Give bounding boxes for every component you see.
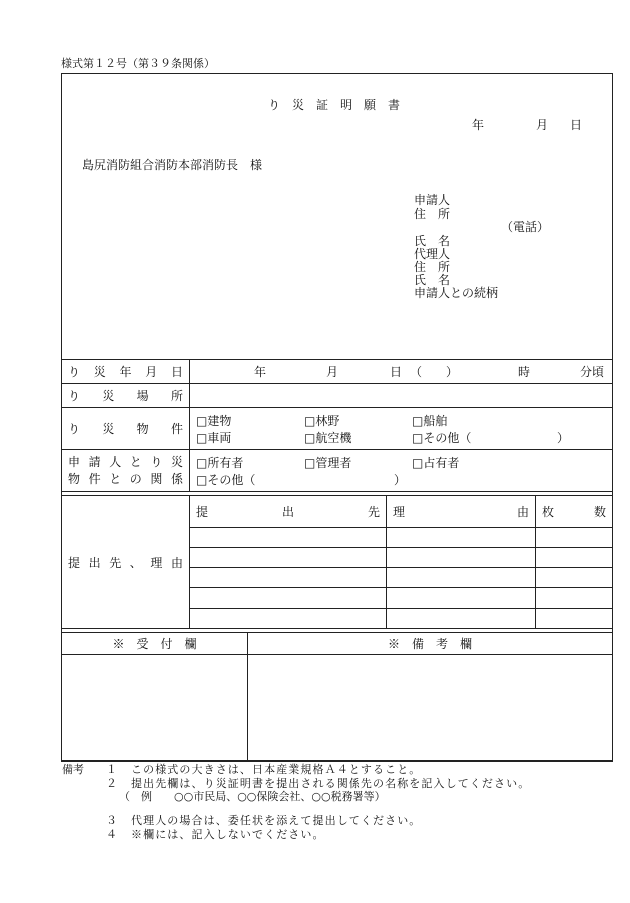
opt-forest[interactable]: □林野 [304, 413, 340, 428]
row-relation [62, 450, 613, 492]
count-header: 枚 数 [536, 496, 613, 528]
agent-address-label: 住 所 [414, 260, 451, 274]
opt-manager[interactable]: □管理者 [304, 455, 352, 470]
disaster-property-options [190, 408, 613, 450]
dest-cell[interactable] [190, 588, 387, 609]
note-num-2: ２ [106, 777, 117, 790]
note-num-3: ３ [106, 814, 117, 827]
relation-label [62, 450, 190, 492]
opt-other[interactable]: □その他（ [412, 430, 472, 445]
notes-label: 備考 [62, 763, 84, 776]
opt-ship[interactable]: □船舶 [412, 413, 448, 428]
count-cell[interactable] [536, 548, 613, 568]
applicant-name-label: 氏 名 [414, 234, 451, 248]
row-disaster-date [62, 360, 613, 384]
opt-aircraft[interactable]: □航空機 [304, 430, 352, 445]
dest-cell[interactable] [190, 548, 387, 568]
dd-year: 年 [254, 364, 267, 379]
agent-name-label: 氏 名 [414, 273, 451, 287]
disaster-info-table [61, 359, 613, 492]
note-text-2: 提出先欄は、り災証明書を提出される関係先の名称を記入してください。 [131, 777, 531, 790]
reason-header: 理 由 [387, 496, 536, 528]
note-text-1: この様式の大きさは、日本産業規格Ａ４とすること。 [131, 763, 422, 776]
row-disaster-property [62, 408, 613, 450]
form-number: 様式第１２号（第３９条関係） [61, 57, 215, 70]
row-disaster-place [62, 384, 613, 408]
remarks-header: ※ 備 考 欄 [248, 633, 613, 655]
date-year-label: 年 [472, 118, 485, 132]
remarks-box [248, 655, 613, 762]
submission-header-row [62, 496, 613, 528]
note-text-example: （ 例 ○○市民局、○○保険会社、○○税務署等） [119, 790, 386, 803]
relation-options [190, 450, 613, 492]
count-cell[interactable] [536, 588, 613, 609]
opt-vehicle[interactable]: □車両 [196, 430, 232, 445]
dd-day: 日 [390, 364, 403, 379]
office-use-header [62, 633, 613, 655]
office-use-table [61, 632, 613, 762]
submission-label: 提出先、理由 [62, 496, 190, 629]
dest-cell[interactable] [190, 528, 387, 548]
count-cell[interactable] [536, 528, 613, 548]
agent-header: 代理人 [414, 247, 451, 261]
dest-header: 提 出 先 [190, 496, 387, 528]
dest-cell[interactable] [190, 609, 387, 629]
note-text-3: 代理人の場合は、委任状を添えて提出してください。 [131, 814, 422, 827]
note-num-4: ４ [106, 828, 117, 841]
dest-cell[interactable] [190, 568, 387, 588]
dd-month: 月 [326, 364, 339, 379]
dd-weekday: （ ） [410, 364, 459, 379]
opt-relation-other[interactable]: □その他（ [196, 472, 256, 487]
reason-cell[interactable] [387, 609, 536, 629]
relation-label-line1: 申請人とり災 [68, 454, 183, 469]
reason-cell[interactable] [387, 568, 536, 588]
dd-hour: 時 [518, 364, 531, 379]
note-num-1: １ [106, 763, 117, 776]
opt-occupant[interactable]: □占有者 [412, 455, 460, 470]
reception-header: ※ 受 付 欄 [62, 633, 248, 655]
reason-cell[interactable] [387, 528, 536, 548]
note-text-4: ※欄には、記入しないでください。 [131, 828, 325, 841]
form-title: り 災 証 明 願 書 [268, 98, 401, 112]
opt-other-close: ） [557, 430, 570, 445]
disaster-place-label: り 災 場 所 [62, 384, 190, 408]
applicant-phone-label: （電話） [501, 220, 550, 234]
date-month-label: 月 [536, 118, 549, 132]
count-cell[interactable] [536, 568, 613, 588]
disaster-date-field[interactable] [190, 360, 613, 384]
dd-minute: 分頃 [580, 364, 605, 379]
disaster-date-label: り 災 年 月 日 [62, 360, 190, 384]
agent-relation-label: 申請人との続柄 [414, 286, 499, 300]
count-cell[interactable] [536, 609, 613, 629]
submission-table [61, 495, 613, 629]
disaster-property-label: り 災 物 件 [62, 408, 190, 450]
opt-relation-other-close: ） [394, 472, 407, 487]
reason-cell[interactable] [387, 588, 536, 609]
reception-box [62, 655, 248, 762]
applicant-address-label: 住 所 [414, 207, 451, 221]
opt-owner[interactable]: □所有者 [196, 455, 244, 470]
date-day-label: 日 [570, 118, 583, 132]
office-use-body [62, 655, 613, 762]
addressee: 島尻消防組合消防本部消防長 様 [82, 158, 263, 172]
disaster-place-field[interactable] [190, 384, 613, 408]
relation-label-line2: 物件との関係 [68, 471, 183, 486]
reason-cell[interactable] [387, 548, 536, 568]
opt-building[interactable]: □建物 [196, 413, 232, 428]
applicant-header: 申請人 [414, 193, 451, 207]
